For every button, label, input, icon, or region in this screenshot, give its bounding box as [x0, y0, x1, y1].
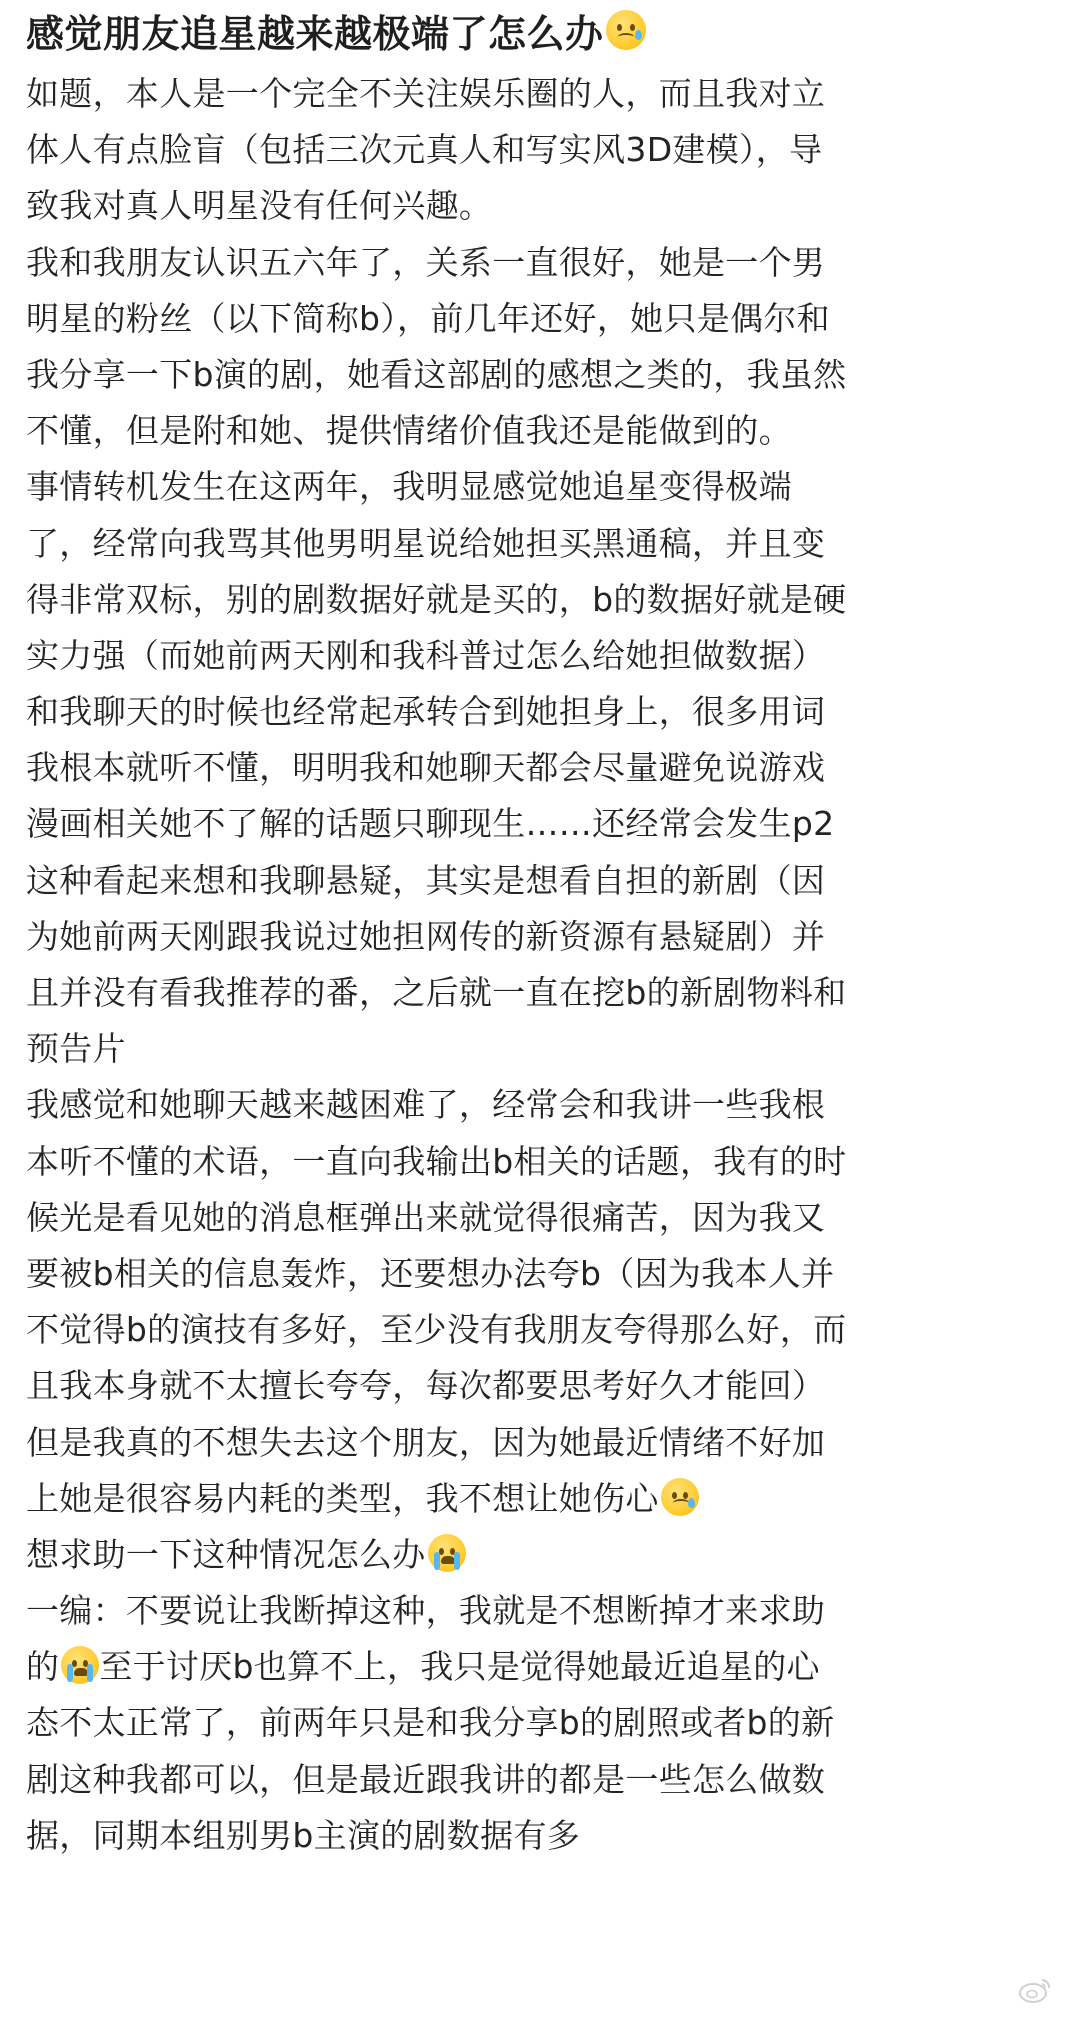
post-text-line: [26, 291, 1056, 347]
post-text-line: [26, 1415, 1056, 1471]
post-body: [26, 66, 1056, 1864]
watermark: [853, 1960, 1058, 2020]
smiling-face-with-tear-icon: [661, 1478, 699, 1516]
post-text-line: [26, 403, 1056, 459]
post-text: 体人有点脸盲（包括三次元真人和写实风3D建模），导: [26, 130, 823, 170]
post-text: 我根本就听不懂，明明我和她聊天都会尽量避免说游戏: [26, 748, 826, 788]
post-text: 至于讨厌b也算不上，我只是觉得她最近追星的心: [99, 1647, 820, 1687]
post-text-line: [26, 853, 1056, 909]
post-text-line: [26, 1808, 1056, 1864]
post-text: 我感觉和她聊天越来越困难了，经常会和我讲一些我根: [26, 1085, 826, 1125]
loudly-crying-face-icon: [428, 1534, 466, 1572]
post-text-line: [26, 122, 1056, 178]
post-text: 了，经常向我骂其他男明星说给她担买黑通稿，并且变: [26, 523, 826, 563]
post-text: 但是我真的不想失去这个朋友，因为她最近情绪不好加: [26, 1422, 826, 1462]
post-text-line: [26, 1752, 1056, 1808]
post-title-row: [26, 0, 1056, 60]
post-text-line: [26, 1021, 1056, 1077]
post-text: 实力强（而她前两天刚和我科普过怎么给她担做数据）: [26, 635, 826, 675]
post-text: 且我本身就不太擅长夸夸，每次都要思考好久才能回）: [26, 1366, 826, 1406]
post-text: 一编：不要说让我断掉这种，我就是不想断掉才来求助: [26, 1591, 826, 1631]
post-text-line: [26, 66, 1056, 122]
post-text: 我分享一下b演的剧，她看这部剧的感想之类的，我虽然: [26, 354, 847, 394]
post-text-line: [26, 1246, 1056, 1302]
post-text: 如题，本人是一个完全不关注娱乐圈的人，而且我对立: [26, 74, 826, 113]
post-text-line: [26, 347, 1056, 403]
post-text: 本听不懂的术语，一直向我输出b相关的话题，我有的时: [26, 1141, 847, 1181]
post-text-line: [26, 1190, 1056, 1246]
weibo-logo-icon: [1018, 1976, 1052, 2004]
post-text: 据，同期本组别男b主演的剧数据有多: [26, 1815, 581, 1855]
post-text-line: [26, 1134, 1056, 1190]
post-text: 预告片: [26, 1029, 126, 1069]
post-text-line: [26, 1471, 1056, 1527]
post-text: 态不太正常了，前两年只是和我分享b的剧照或者b的新: [26, 1703, 835, 1743]
post-text: 不觉得b的演技有多好，至少没有我朋友夸得那么好，而: [26, 1310, 847, 1350]
post-text-line: [26, 1639, 1056, 1695]
post-text: 要被b相关的信息轰炸，还要想办法夸b（因为我本人并: [26, 1253, 835, 1293]
post-text: 事情转机发生在这两年，我明显感觉她追星变得极端: [26, 467, 792, 507]
post-text: 这种看起来想和我聊悬疑，其实是想看自担的新剧（因: [26, 860, 826, 900]
post-text-line: [26, 740, 1056, 796]
post-text-line: [26, 909, 1056, 965]
post-text: 且并没有看我推荐的番，之后就一直在挖b的新剧物料和: [26, 973, 847, 1012]
post-text: 不懂，但是附和她、提供情绪价值我还是能做到的。: [26, 411, 792, 451]
post-text: 剧这种我都可以，但是最近跟我讲的都是一些怎么做数: [26, 1759, 826, 1799]
post-text: 候光是看见她的消息框弹出来就觉得很痛苦，因为我又: [26, 1197, 826, 1237]
post-text: 想求助一下这种情况怎么办: [26, 1534, 426, 1574]
post-text-line: [26, 1358, 1056, 1414]
post-text: 的: [26, 1647, 60, 1687]
post-text-line: [26, 965, 1056, 1021]
post-text-line: [26, 572, 1056, 628]
post-text: 和我聊天的时候也经常起承转合到她担身上，很多用词: [26, 692, 826, 732]
post-text: 明星的粉丝（以下简称b），前几年还好，她只是偶尔和: [26, 298, 830, 338]
post-text-line: [26, 459, 1056, 515]
smiling-face-with-tear-icon: [606, 10, 646, 50]
post-text: 上她是很容易内耗的类型，我不想让她伤心: [26, 1478, 659, 1518]
post-text-line: [26, 796, 1056, 852]
post-text: 为她前两天刚跟我说过她担网传的新资源有悬疑剧）并: [26, 916, 826, 956]
post-text: 我和我朋友认识五六年了，关系一直很好，她是一个男: [26, 242, 826, 282]
post-text: 致我对真人明星没有任何兴趣。: [26, 186, 493, 226]
post-text-line: [26, 1527, 1056, 1583]
post-text-line: [26, 1583, 1056, 1639]
post-text-line: [26, 516, 1056, 572]
post-text: 漫画相关她不了解的话题只聊现生……还经常会发生p2: [26, 804, 835, 844]
loudly-crying-face-icon: [61, 1646, 99, 1684]
post-title: 感觉朋友追星越来越极端了怎么办: [26, 11, 604, 56]
post-text-line: [26, 1302, 1056, 1358]
post-text-line: [26, 178, 1056, 234]
post-text-line: [26, 1077, 1056, 1133]
post-text-line: [26, 628, 1056, 684]
post-text: 得非常双标，别的剧数据好就是买的，b的数据好就是硬: [26, 579, 847, 619]
post-text-line: [26, 235, 1056, 291]
post-text-line: [26, 684, 1056, 740]
post-text-line: [26, 1695, 1056, 1751]
